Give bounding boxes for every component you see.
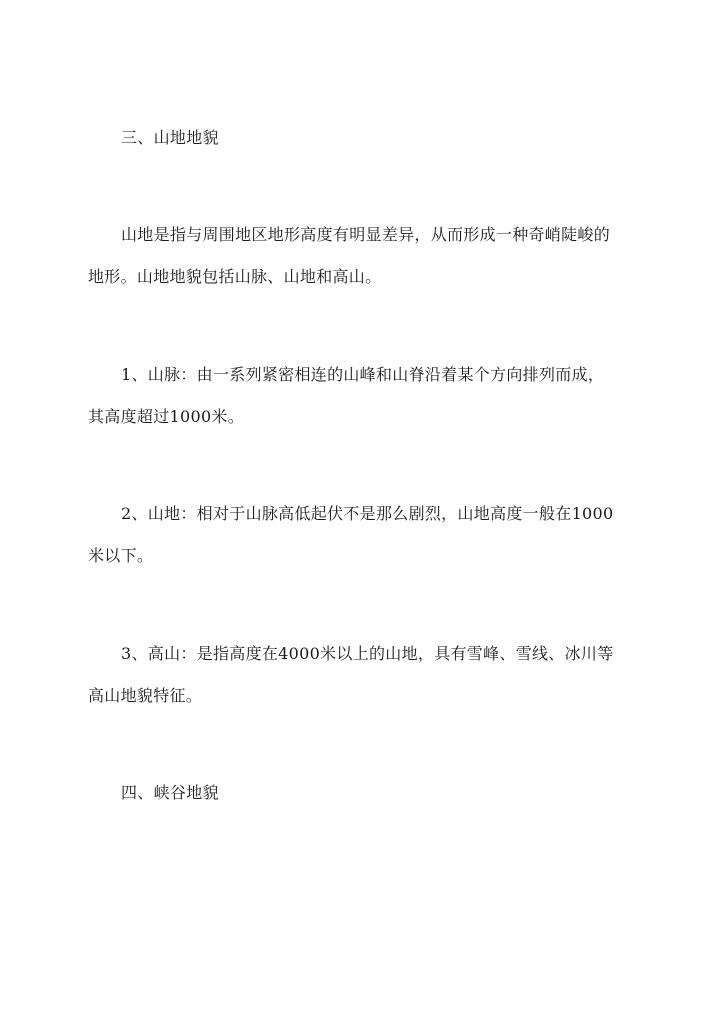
section-heading-canyon: 四、峡谷地貌 <box>121 783 219 802</box>
item-1-line-2: 其高度超过1000米。 <box>88 407 245 426</box>
item-1-line-1: 1、山脉：由一系列紧密相连的山峰和山脊沿着某个方向排列而成， <box>121 365 605 384</box>
section-heading-mountain: 三、山地地貌 <box>121 128 219 147</box>
intro-paragraph-line-2: 地形。山地地貌包括山脉、山地和高山。 <box>88 267 382 286</box>
item-3-line-1: 3、高山：是指高度在4000米以上的山地，具有雪峰、雪线、冰川等 <box>121 644 614 663</box>
item-2-line-1: 2、山地：相对于山脉高低起伏不是那么剧烈，山地高度一般在1000 <box>121 504 614 523</box>
item-2-line-2: 米以下。 <box>88 546 154 565</box>
item-3-line-2: 高山地貌特征。 <box>88 686 203 705</box>
intro-paragraph-line-1: 山地是指与周围地区地形高度有明显差异，从而形成一种奇峭陡峻的 <box>121 225 611 244</box>
